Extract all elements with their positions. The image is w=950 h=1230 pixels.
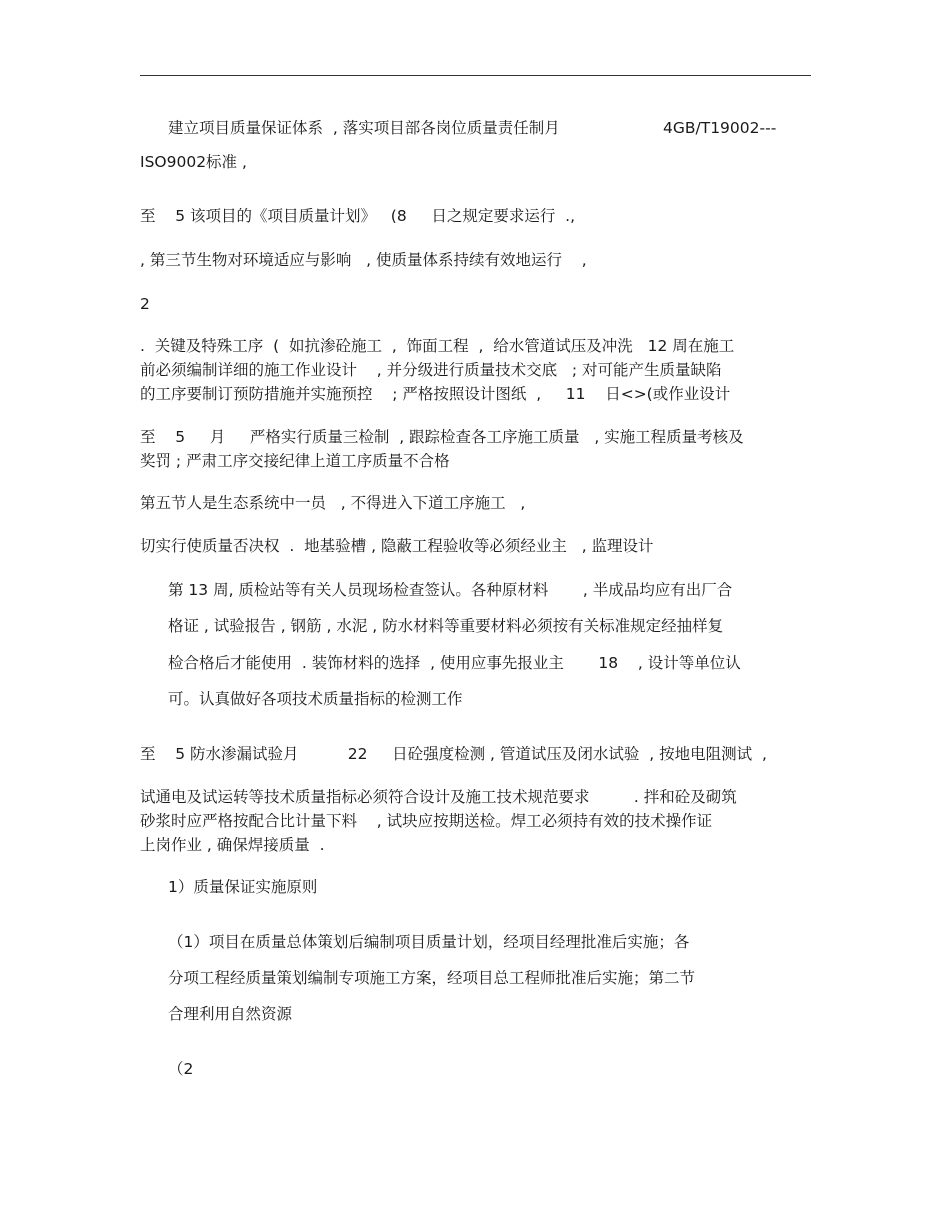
- para-13-line-3: 合理利用自然资源: [168, 1005, 293, 1023]
- para-4: 2: [140, 295, 150, 313]
- section-heading-quality-principles: 1）质量保证实施原则: [168, 878, 318, 896]
- para-11-line-1: 试通电及试运转等技术质量指标必须符合设计及施工技术规范要求 . 拌和砼及砌筑: [140, 788, 737, 806]
- para-11-line-2: 砂浆时应严格按配合比计量下料 , 试块应按期送检。焊工必须持有效的技术操作证: [140, 812, 713, 830]
- para-14: （2: [168, 1060, 194, 1078]
- para-8: 切实行使质量否决权 . 地基验槽 , 隐蔽工程验收等必须经业主 , 监理设计: [140, 537, 654, 555]
- para-5-line-3: 的工序要制订预防措施并实施预控 ; 严格按照设计图纸 , 11 日<>(或作业设计: [140, 385, 731, 403]
- para-1-line-1: 建立项目质量保证体系 , 落实项目部各岗位质量责任制月: [168, 119, 560, 137]
- para-9-line-3: 检合格后才能使用 . 装饰材料的选择 , 使用应事先报业主 18 , 设计等单位认: [168, 654, 741, 672]
- para-9-line-2: 格证 , 试验报告 , 钢筋 , 水泥 , 防水材料等重要材料必须按有关标准规定经抽样复: [168, 617, 724, 635]
- para-7: 第五节人是生态系统中一员 , 不得进入下道工序施工 ,: [140, 494, 526, 512]
- para-6-line-2: 奖罚 ; 严肃工序交接纪律上道工序质量不合格: [140, 452, 450, 470]
- para-3: , 第三节生物对环境适应与影响 , 使质量体系持续有效地运行 ,: [140, 251, 587, 269]
- para-13-line-1: （1）项目在质量总体策划后编制项目质量计划，经项目经理批准后实施；各: [168, 933, 690, 951]
- para-5-line-1: . 关键及特殊工序 ( 如抗渗砼施工 , 饰面工程 , 给水管道试压及冲洗 12 周在施工: [140, 337, 735, 355]
- para-11-line-3: 上岗作业 , 确保焊接质量 .: [140, 836, 325, 854]
- para-13-line-2: 分项工程经质量策划编制专项施工方案，经项目总工程师批准后实施；第二节: [168, 969, 696, 987]
- para-5-line-2: 前必须编制详细的施工作业设计 , 并分级进行质量技术交底 ; 对可能产生质量缺陷: [140, 361, 722, 379]
- para-1-line-2: ISO9002标准 ,: [140, 153, 247, 171]
- para-9-line-1: 第 13 周, 质检站等有关人员现场检查签认。各种原材料 , 半成品均应有出厂合: [168, 581, 733, 599]
- para-1-line-1-standard: 4GB/T19002---: [663, 119, 777, 137]
- header-rule: [140, 75, 811, 76]
- para-6-line-1: 至 5 月 严格实行质量三检制 , 跟踪检查各工序施工质量 , 实施工程质量考核及: [140, 428, 744, 446]
- para-9-line-4: 可。认真做好各项技术质量指标的检测工作: [168, 690, 463, 708]
- para-2: 至 5 该项目的《项目质量计划》 (8 日之规定要求运行 .,: [140, 207, 576, 225]
- para-10: 至 5 防水渗漏试验月 22 日砼强度检测 , 管道试压及闭水试验 , 按地电阻测试 ,: [140, 745, 767, 763]
